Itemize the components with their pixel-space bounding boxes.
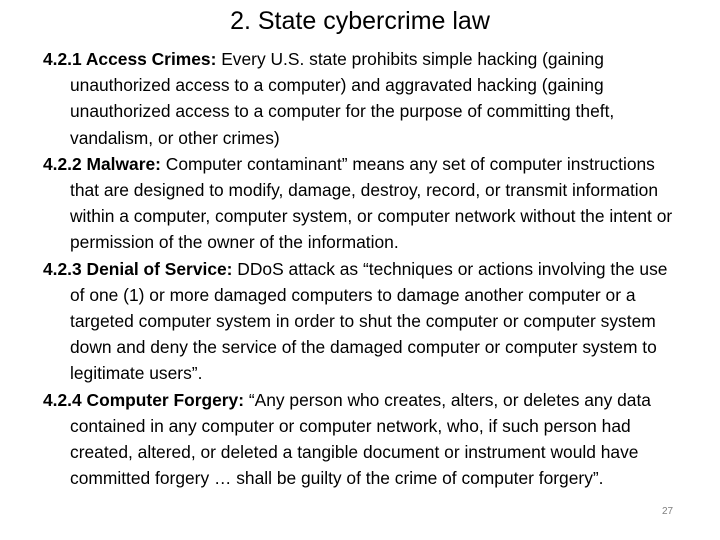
section-computer-forgery [43,387,683,492]
section-term: 4.2.4 Computer Forgery: [43,389,245,410]
section-malware [43,151,683,256]
section-access-crimes [43,46,683,151]
section-text: DDoS attack as “techniques or actions involving the use of one (1) or more damaged computers to damage another computer or a targeted computer system in order to shut the computer or computer system down and deny the service of the damaged computer or computer system to legitimate users”. [70,258,668,384]
page-number: 27 [662,506,674,517]
section-text: Every U.S. state prohibits simple hacking (gaining unauthorized access to a computer) and aggravated hacking (gaining unauthorized access to a computer for the purpose of committing theft, vandalism, or other crimes) [70,49,615,148]
slide-title: 2. State cybercrime law [230,7,490,35]
section-term: 4.2.1 Access Crimes: [43,49,217,69]
section-term: 4.2.3 Denial of Service: [43,258,233,279]
section-text: “Any person who creates, alters, or deletes any data contained in any computer or computer network, who, if such person had created, altered, or deleted a tangible document or instrument would have committed forgery … shall be guilty of the crime of computer forgery”. [70,389,651,489]
slide-body [43,46,683,491]
section-term: 4.2.2 Malware: [43,153,161,174]
section-text: Computer contaminant” means any set of computer instructions that are designed to modify, damage, destroy, record, or transmit information within a computer, computer system, or computer network without the intent or permission of the owner of the information. [70,153,673,253]
section-denial-of-service [43,256,683,387]
